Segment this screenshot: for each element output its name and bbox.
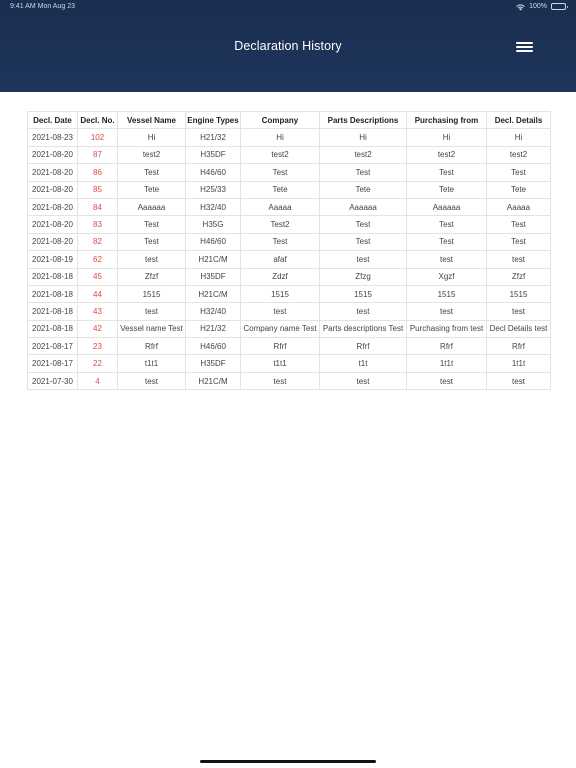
decl-no-cell: 22	[78, 355, 118, 372]
column-header: Decl. Details	[487, 112, 551, 129]
table-cell: Aaaaaa	[118, 198, 186, 215]
table-cell: Tete	[118, 181, 186, 198]
table-cell: Test	[118, 164, 186, 181]
table-cell: Zfzf	[487, 268, 551, 285]
table-cell: 2021-08-20	[28, 164, 78, 181]
table-cell: H46/60	[186, 164, 241, 181]
status-time-date: 9:41 AM Mon Aug 23	[10, 3, 75, 10]
decl-no-cell: 85	[78, 181, 118, 198]
table-cell: Tete	[487, 181, 551, 198]
table-cell: Aaaaa	[241, 198, 320, 215]
table-cell: Test	[320, 164, 407, 181]
table-cell: Test	[118, 233, 186, 250]
table-row[interactable]	[28, 372, 551, 389]
decl-no-cell: 42	[78, 320, 118, 337]
battery-icon	[551, 3, 566, 10]
table-cell: test	[407, 303, 487, 320]
table-cell: 1515	[487, 285, 551, 302]
table-cell: Test	[407, 164, 487, 181]
table-cell: H35G	[186, 216, 241, 233]
table-row[interactable]	[28, 303, 551, 320]
table-cell: Vessel name Test	[118, 320, 186, 337]
status-right	[516, 3, 566, 10]
table-cell: test2	[320, 146, 407, 163]
table-cell: Aaaaa	[487, 198, 551, 215]
table-cell: 2021-08-18	[28, 285, 78, 302]
home-indicator	[200, 760, 376, 763]
table-cell: H21/32	[186, 129, 241, 146]
table-cell: test	[118, 303, 186, 320]
table-cell: H35DF	[186, 268, 241, 285]
decl-no-cell: 82	[78, 233, 118, 250]
table-cell: 2021-08-20	[28, 198, 78, 215]
table-cell: Test	[241, 164, 320, 181]
table-cell: 2021-08-17	[28, 338, 78, 355]
app-header	[0, 0, 576, 92]
table-cell: Test	[487, 164, 551, 181]
table-row[interactable]	[28, 198, 551, 215]
table-cell: H46/60	[186, 338, 241, 355]
table-cell: test	[487, 303, 551, 320]
table-cell: test	[241, 303, 320, 320]
table-cell: Hi	[407, 129, 487, 146]
table-cell: 2021-08-19	[28, 251, 78, 268]
table-cell: 1515	[118, 285, 186, 302]
table-row[interactable]	[28, 268, 551, 285]
table-row[interactable]	[28, 181, 551, 198]
table-cell: Parts descriptions Test	[320, 320, 407, 337]
table-cell: test2	[487, 146, 551, 163]
decl-no-cell: 87	[78, 146, 118, 163]
table-cell: Rfrf	[407, 338, 487, 355]
decl-no-cell: 84	[78, 198, 118, 215]
table-cell: H21C/M	[186, 285, 241, 302]
table-cell: 2021-08-18	[28, 268, 78, 285]
table-row[interactable]	[28, 216, 551, 233]
table-cell: Zfzg	[320, 268, 407, 285]
table-cell: Test	[487, 233, 551, 250]
table-cell: 2021-07-30	[28, 372, 78, 389]
table-cell: Tete	[241, 181, 320, 198]
table-row[interactable]	[28, 146, 551, 163]
column-header: Vessel Name	[118, 112, 186, 129]
table-row[interactable]	[28, 355, 551, 372]
table-cell: test	[320, 251, 407, 268]
table-row[interactable]	[28, 338, 551, 355]
table-cell: Rfrf	[487, 338, 551, 355]
table-cell: 2021-08-18	[28, 320, 78, 337]
table-cell: Hi	[118, 129, 186, 146]
table-cell: H46/60	[186, 233, 241, 250]
table-cell: test	[487, 372, 551, 389]
column-header: Parts Descriptions	[320, 112, 407, 129]
table-cell: 2021-08-20	[28, 181, 78, 198]
table-cell: Test	[118, 216, 186, 233]
table-cell: H32/40	[186, 198, 241, 215]
table-cell: Hi	[320, 129, 407, 146]
column-header: Company	[241, 112, 320, 129]
table-cell: Company name Test	[241, 320, 320, 337]
battery-percent: 100%	[529, 3, 547, 10]
table-cell: test	[407, 372, 487, 389]
table-cell: t1t1	[118, 355, 186, 372]
table-cell: test	[320, 303, 407, 320]
table-cell: 2021-08-20	[28, 216, 78, 233]
table-cell: H21C/M	[186, 251, 241, 268]
table-cell: Test	[320, 233, 407, 250]
declaration-table-container	[27, 111, 550, 390]
table-cell: Tete	[320, 181, 407, 198]
decl-no-cell: 4	[78, 372, 118, 389]
table-cell: test	[118, 372, 186, 389]
table-row[interactable]	[28, 129, 551, 146]
table-cell: test2	[118, 146, 186, 163]
table-cell: Test	[320, 216, 407, 233]
table-cell: Test	[407, 233, 487, 250]
table-row[interactable]	[28, 320, 551, 337]
table-cell: Rfrf	[118, 338, 186, 355]
status-bar	[0, 0, 576, 14]
column-header: Engine Types	[186, 112, 241, 129]
column-header: Decl. No.	[78, 112, 118, 129]
table-cell: Test2	[241, 216, 320, 233]
table-cell: test	[320, 372, 407, 389]
table-cell: test	[487, 251, 551, 268]
table-cell: 2021-08-17	[28, 355, 78, 372]
table-row[interactable]	[28, 164, 551, 181]
decl-no-cell: 43	[78, 303, 118, 320]
hamburger-menu-icon[interactable]	[514, 40, 536, 54]
table-cell: H32/40	[186, 303, 241, 320]
table-cell: 1t1t	[407, 355, 487, 372]
table-cell: Hi	[241, 129, 320, 146]
wifi-icon	[516, 4, 525, 10]
table-cell: test	[241, 372, 320, 389]
decl-no-cell: 62	[78, 251, 118, 268]
table-cell: H25/33	[186, 181, 241, 198]
decl-no-cell: 102	[78, 129, 118, 146]
table-cell: H21/32	[186, 320, 241, 337]
decl-no-cell: 44	[78, 285, 118, 302]
table-cell: 2021-08-20	[28, 233, 78, 250]
table-cell: Tete	[407, 181, 487, 198]
table-cell: test	[118, 251, 186, 268]
table-cell: Purchasing from test	[407, 320, 487, 337]
column-header: Purchasing from	[407, 112, 487, 129]
table-cell: 1515	[241, 285, 320, 302]
table-header-row	[28, 112, 551, 129]
decl-no-cell: 23	[78, 338, 118, 355]
table-cell: Aaaaaa	[320, 198, 407, 215]
table-cell: 2021-08-18	[28, 303, 78, 320]
table-cell: 1515	[320, 285, 407, 302]
table-cell: 2021-08-20	[28, 146, 78, 163]
table-cell: 2021-08-23	[28, 129, 78, 146]
table-cell: Hi	[487, 129, 551, 146]
table-cell: t1t	[320, 355, 407, 372]
table-cell: Test	[487, 216, 551, 233]
table-cell: H35DF	[186, 146, 241, 163]
table-cell: Aaaaaa	[407, 198, 487, 215]
page-title: Declaration History	[234, 39, 342, 53]
table-cell: Rfrf	[241, 338, 320, 355]
table-cell: Test	[241, 233, 320, 250]
table-cell: 1515	[407, 285, 487, 302]
column-header: Decl. Date	[28, 112, 78, 129]
table-cell: Test	[407, 216, 487, 233]
table-cell: test2	[407, 146, 487, 163]
table-cell: Decl Details test	[487, 320, 551, 337]
table-cell: Zdzf	[241, 268, 320, 285]
table-row[interactable]	[28, 285, 551, 302]
table-cell: Rfrf	[320, 338, 407, 355]
table-cell: test2	[241, 146, 320, 163]
table-body	[28, 129, 551, 390]
table-cell: Xgzf	[407, 268, 487, 285]
decl-no-cell: 45	[78, 268, 118, 285]
table-row[interactable]	[28, 233, 551, 250]
table-cell: t1t1	[241, 355, 320, 372]
table-cell: H21C/M	[186, 372, 241, 389]
decl-no-cell: 83	[78, 216, 118, 233]
table-cell: Zfzf	[118, 268, 186, 285]
table-cell: afaf	[241, 251, 320, 268]
declaration-history-table	[27, 111, 551, 390]
table-cell: H35DF	[186, 355, 241, 372]
table-cell: test	[407, 251, 487, 268]
table-cell: 1t1t	[487, 355, 551, 372]
table-row[interactable]	[28, 251, 551, 268]
decl-no-cell: 86	[78, 164, 118, 181]
